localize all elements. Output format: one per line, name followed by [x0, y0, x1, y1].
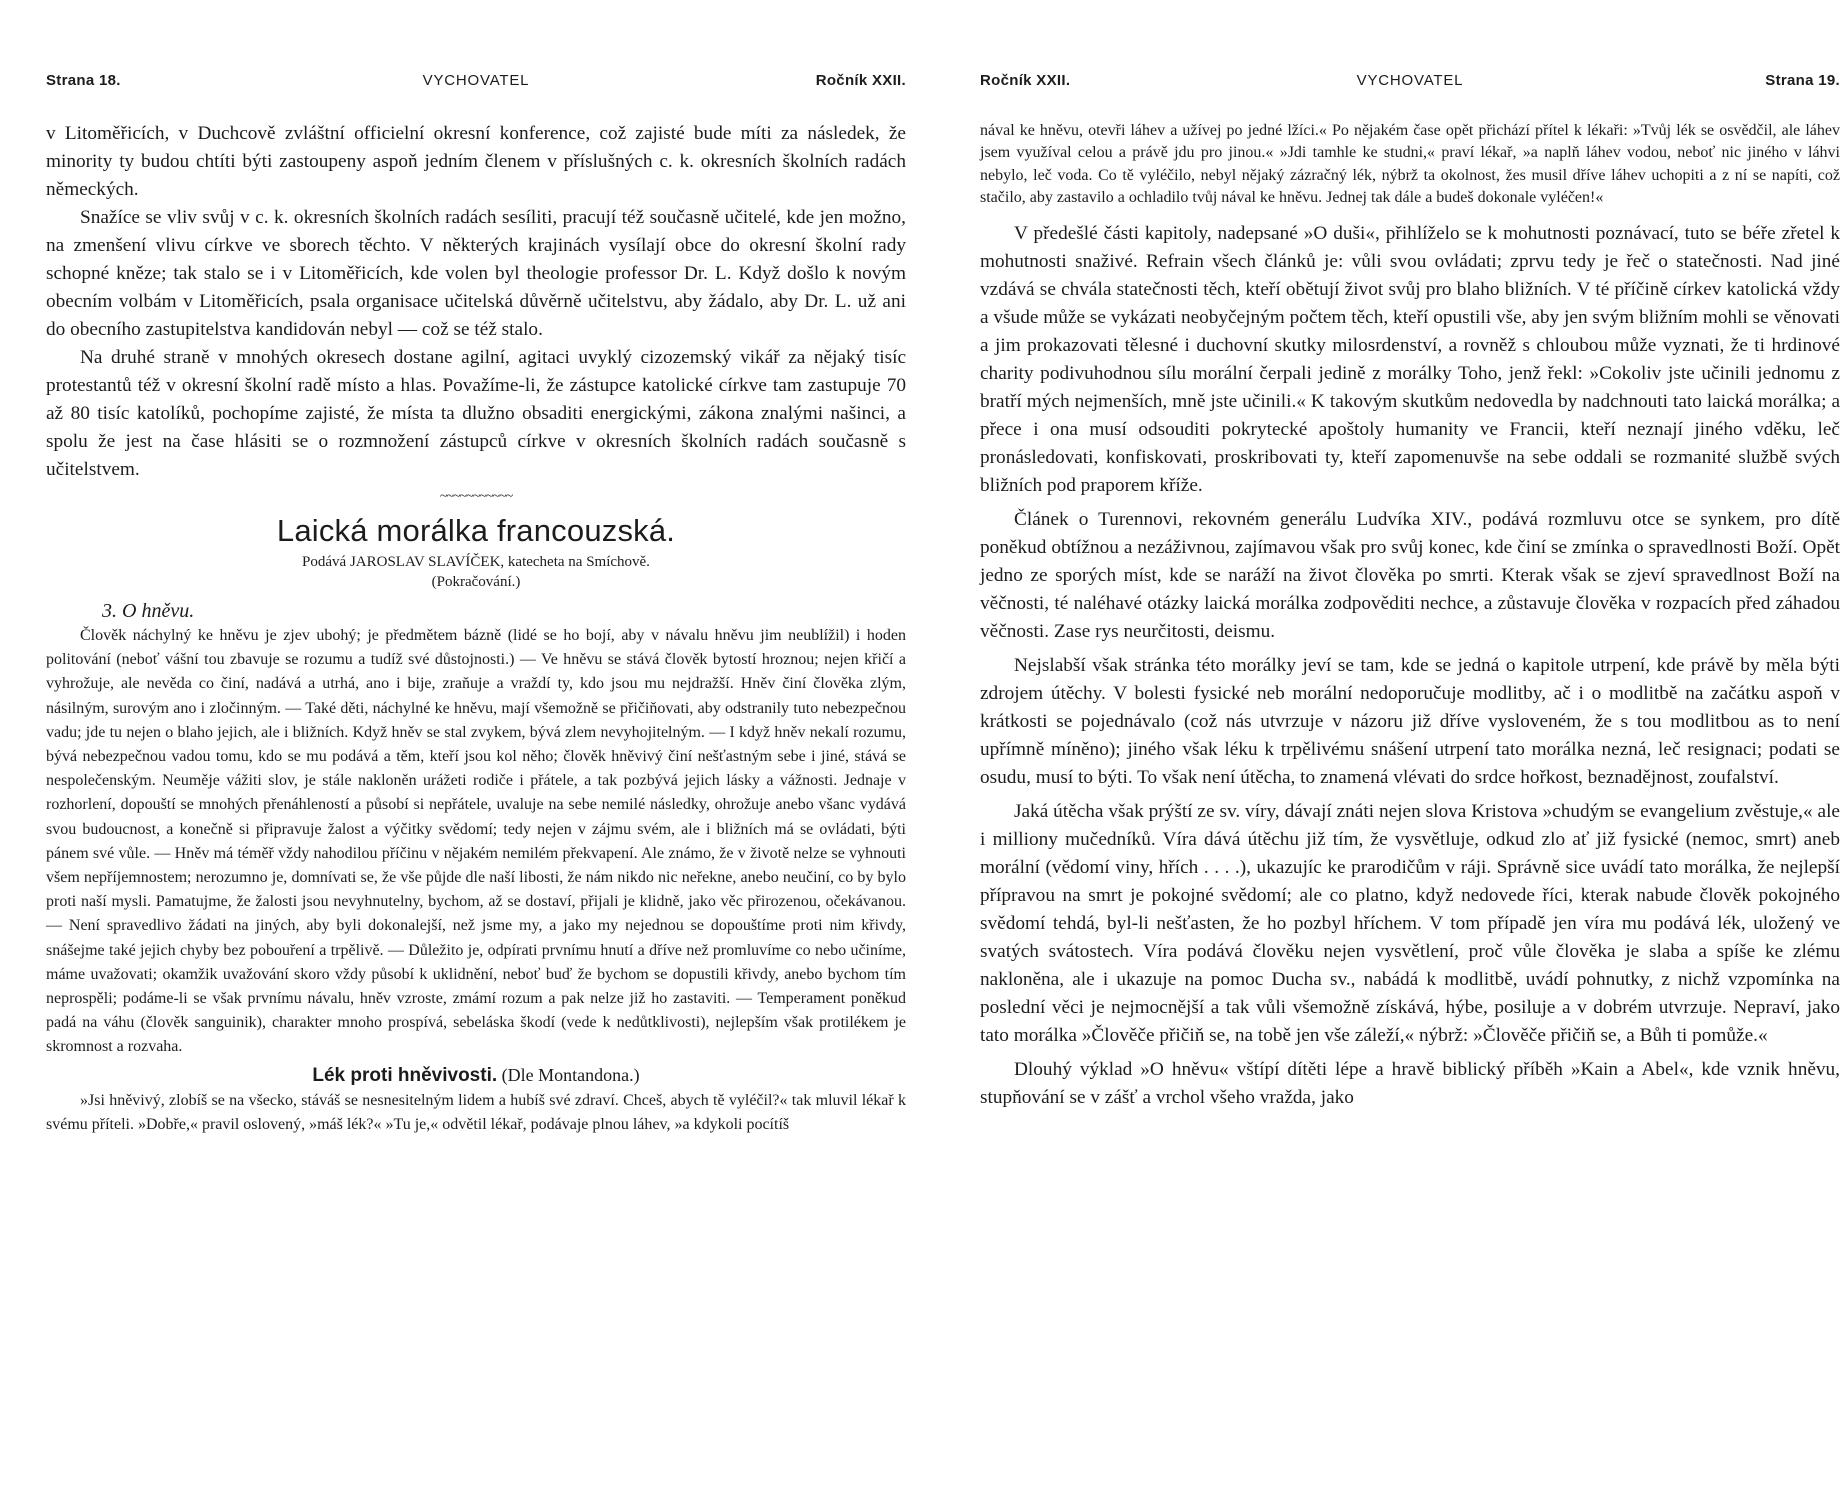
paragraph: Dlouhý výklad »O hněvu« vštípí dítěti lépe a hravě biblický příběh »Kain a Abel«, kde vznik hněvu, stupňování se v zášť a vrchol všeho vražda, jako	[980, 1058, 1840, 1108]
paragraph: Člověk náchylný ke hněvu je zjev ubohý; je předmětem bázně (lidé se ho bojí, aby v návalu hněvu jim neublížil) i hoden politování (neboť vášní tou zbavuje se rozumu a tudíž své důstojnosti.) — Ve hněvu se stává člověk bytostí hroznou; nejen křičí a vyhrožuje, ale nevěda co činí, nadává a utrhá, ano i bije, zraňuje a vraždí ty, kdo jsou mu nejdražší. Hněv činí člověka zlým, násilným, surovým ano i zločinným. — Také děti, náchylné ke hněvu, mají všemožně se přičiňovati, aby odstranily tuto nebezpečnou vadu; jde tu nejen o blaho jejich, ale i bližních. Když hněv se stal zvykem, bývá zlem nevyhojitelným. — I když hněv nekalí rozumu, bývá nebezpečnou vadou tomu, kdo se mu podává a těm, kteří jsou kol něho; člověk hněvivý činí nešťastným sebe i jiné, stává se nespolečenským. Neumějе vážiti slov, je stále nakloněn urážeti rodiče i přátele, a tak pozbývá jejich lásky a vážnosti. Jednaje v rozhorlení, dopouští se mnohých přenáhleností a působí si nepřátele, uvaluje na sebe nemilé následky, ohrožuje anebo všanc vydává svou budoucnost, a konečně si připravuje žalost a výčitky svědomí; tedy nejen v zájmu svém, ale i bližních má se ovládati, býti pánem své vůle. — Hněv má téměř vždy nahodilou příčinu v nějakém nemilém překvapení. Ale známo, že v životě nelze se vyhnouti všem nepříjemnostem; nerozumno je, domnívati se, že vše půjde dle naší libosti, že nám nikdo nic neřekne, anebo neučiní, co by bylo proti naší mysli. Pamatujme, že žalosti jsou nevyhnutelny, bychom, až se dostaví, přijali je klidně, jako věc přirozenou, očekávanou. — Není spravedlivo žádati na jiných, aby byli dokonalejší, než jsme my, a jako my nejednou se dopouštíme proti nim křivdy, snášejme také jejich chyby bez pobouření a trpělivě. — Důležito je, odpírati prvnímu hnutí a dříve než promluvíme co nebo učiníme, máme uvažovati; okamžik uvažování skoro vždy působí k uklidnění, neboť buď že bychom se dopustili křivdy, anebo bychom tím neprospěli; podáme-li se však prvnímu návalu, hněv vzroste, zmámí rozum a pak nelze již ho zastaviti. — Temperament poněkud padá na váhu (člověk sanguinik), charakter mnoho prospívá, sebeláska škodí (vede k nedůtklivosti), nejlepším však protilékem je skromnost a rozvaha.	[46, 627, 906, 1056]
volume-label: Ročník XXII.	[980, 72, 1071, 89]
article-byline: Podává JAROSLAV SLAVÍČEK, katecheta na Smíchově.	[302, 554, 650, 570]
section-title: 3. O hněvu.	[102, 600, 195, 622]
article-title: Laická morálka francouzská.	[276, 513, 676, 548]
subheading	[46, 1062, 906, 1089]
subheading-note: (Dle Montandona.)	[501, 1064, 640, 1085]
paragraph: Jaká útěcha však prýští ze sv. víry, dávají znáti nejen slova Kristova »chudým se evangelium zvěstuje,« ale i milliony mučedníků. Víra dává útěchu již tím, že vysvětluje, odkud zlo ať již fysické (nemoc, smrt) aneb morální (vědomí viny, hřích . . . .), ukazujíc ke prarodičům v ráji. Správně sice uvádí tato morálka, že nejlepší přípravou na smrt je pokojné svědomí; ale co platno, když nedovede říci, kterak nabude člověk pokojného svědomí tehdá, byl-li nešťasten, že ho pozbyl hříchem. V tom případě jen víra mu podává lék, uložený ve svatých svátostech. Víra podává člověku nejen vysvětlení, proč vůle člověka je slaba a spíše ke zlému nakloněna, ale i ukazuje na pomoc Ducha sv., nabádá k modlitbě, uvádí pohnutky, z nichž vzpomínka na poslední věci je nejmocnější a tak vůli všemožně získává, hýbe, posiluje a v dobrém utvrzuje. Nepraví, jako tato morálka »Člověče přičiň se, na tobě jen vše záleží,« nýbrž: »Člověče přičiň se, a Bůh ti pomůže.«	[980, 800, 1840, 1046]
section-separator: ~~~~~~~~~~~	[439, 489, 513, 504]
right-page	[980, 0, 1840, 1500]
main-text	[980, 220, 1840, 1112]
paragraph: Na druhé straně v mnohých okresech dostane agilní, agitaci uvyklý cizozemský vikář za nějaký tisíc protestantů též v okresní školní radě místo a hlas. Považíme-li, že zástupce katolické církve tam zastupuje 70 až 80 tisíc katolíků, pochopíme zajisté, že místa ta dlužno obsaditi energickými, zákona znalými našinci, a spolu že jest na čase hlásiti se o rozmnožení zástupců církve v okresních školních radách současně s učitelstvem.	[46, 347, 906, 480]
paragraph: Článek o Turennovi, rekovném generálu Ludvíka XIV., podává rozmluvu otce se synkem, pro dítě poněkud obtížnou a nezáživnou, zajímavou však pro svůj konec, kde činí se zmínka o spravedlnosti Boží. Opět jedno ze sporých míst, kde se naráží na život člověka po smrti. Kterak však se zjeví spravedlnost Boží na věčnosti, té naléhavé otázky laická morálka zodpověditi nechce, a zůstavuje člověka v rozpacích před záhadou věčnosti. Zase rys neurčitosti, deismu.	[980, 508, 1840, 642]
paragraph: nával ke hněvu, otevři láhev a užívej po jedné lžíci.« Po nějakém čase opět přichází přítel k lékaři: »Tvůj lék se osvědčil, ale láhev jsem využíval celou a právě jdu pro jinou.« »Jdi tamhle ke studni,« praví lékař, »a naplň láhev vodou, neboť nic jiného v láhvi nebylo, leč voda. Co tě vyléčilo, nebyl nějaký zázračný lék, nýbrž ta okolnost, žes musil dříve láhev uchopiti a z ní se napíti, což stačilo, aby zastavilo a ochladilo tvůj nával ke hněvu. Jednej tak dále a budeš dokonale vyléčen!«	[980, 122, 1840, 207]
right-page-header	[980, 72, 1840, 96]
continuation-note: (Pokračování.)	[431, 574, 521, 590]
paragraph: Snažíce se vliv svůj v c. k. okresních školních radách sesíliti, pracují též současně učitelé, kde jen možno, na zmenšení vlivu církve ve sborech těchto. V některých krajinách vysílají obce do okresní školní rady schopné kněze; tak stalo se i v Litoměřicích, kde volen byl theologie professor Dr. L. Když došlo k novým obecním volbám v Litoměřicích, psala organisace učitelská důvěrně učitelstvu, aby žádalo, aby Dr. L. už ani do obecního zastupitelstva kandidován nebyl — což se též stalo.	[46, 207, 906, 340]
page-number: Strana 19.	[1765, 72, 1840, 89]
volume-label: Ročník XXII.	[815, 72, 906, 89]
page-number: Strana 18.	[46, 72, 121, 89]
story-text	[46, 1089, 906, 1137]
paragraph: v Litoměřicích, v Duchcově zvláštní officielní okresní konference, což zajisté bude míti za následek, že minority ty budou chtíti býti zastoupeny aspoň jedním členem v příslušných c. k. okresních školních radách německých.	[46, 123, 906, 200]
journal-title: VYCHOVATEL	[422, 72, 530, 89]
intro-text	[46, 120, 906, 484]
story-continuation	[980, 120, 1840, 210]
paragraph: »Jsi hněvivý, zlobíš se na všecko, stáváš se nesnesitelným lidem a hubíš své zdraví. Chceš, abych tě vyléčil?« tak mluvil lékař k svému příteli. »Dobře,« pravil oslovený, »máš lék?« »Tu je,« odvětil lékař, podávaje plnou láhev, »a kdykoli pocítíš	[46, 1091, 906, 1133]
left-page-header	[46, 72, 906, 96]
article-text	[46, 624, 906, 1060]
journal-title: VYCHOVATEL	[1356, 72, 1464, 89]
subheading-title: Lék proti hněvivosti.	[312, 1064, 498, 1086]
paragraph: Nejslabší však stránka této morálky jeví se tam, kde se jedná o kapitole utrpení, kde právě by měla býti zdrojem útěchy. V bolesti fysické neb morální nedoporučuje modlitby, ač i o modlitbě na začátku aspoň v krátkosti se pojednávalo (což nás utvrzuje v názoru již dříve vysloveném, že s tou modlitbou as to není upřímně míněno); jiného však léku k trpělivému snášení utrpení tato morálka nezná, leč resignaci; podati se osudu, musí to býti. To však není útěcha, to znamená vlévati do srdce hořkost, beznadějnost, zoufalství.	[980, 654, 1840, 788]
left-page	[46, 0, 906, 1500]
paragraph: V předešlé části kapitoly, nadepsané »O duši«, přihlíželo se k mohutnosti poznávací, tuto se béře zřetel k mohutnosti snaživé. Refrain všech článků je: vůli svou ovládati; zprvu tedy je řeč o statečnosti. Nad jiné vzdává se chvála statečnosti těch, kteří obětují život svůj pro blaho bližních. V té příčině církev katolická vždy a všude může se vykázati neobyčejným počtem těch, kteří opustili vše, aby jen svým bližním mohli se věnovati a jim prokazovati tělesné i duchovní skutky milosrdenství, a rovněž s chloubou může vyznati, že ti hrdinové charity podivuhodnou sílu morální čerpali jedině z morálky Toho, jenž řekl: »Cokoliv jste učinili jednomu z bratří mých nejmenších, mně jste učinili.« K takovým skutkům nedovedla by nadchnouti tato laická morálka; a přece i ona musí odsouditi pokrytecké apoštoly humanity ve Francii, kteří neznají jiného vděku, leč pronásledovati, konfiskovati, proskribovati ty, kteří zapomenuvše na sebe oddali se rozmanité službě svých bližních pod praporem kříže.	[980, 222, 1840, 496]
